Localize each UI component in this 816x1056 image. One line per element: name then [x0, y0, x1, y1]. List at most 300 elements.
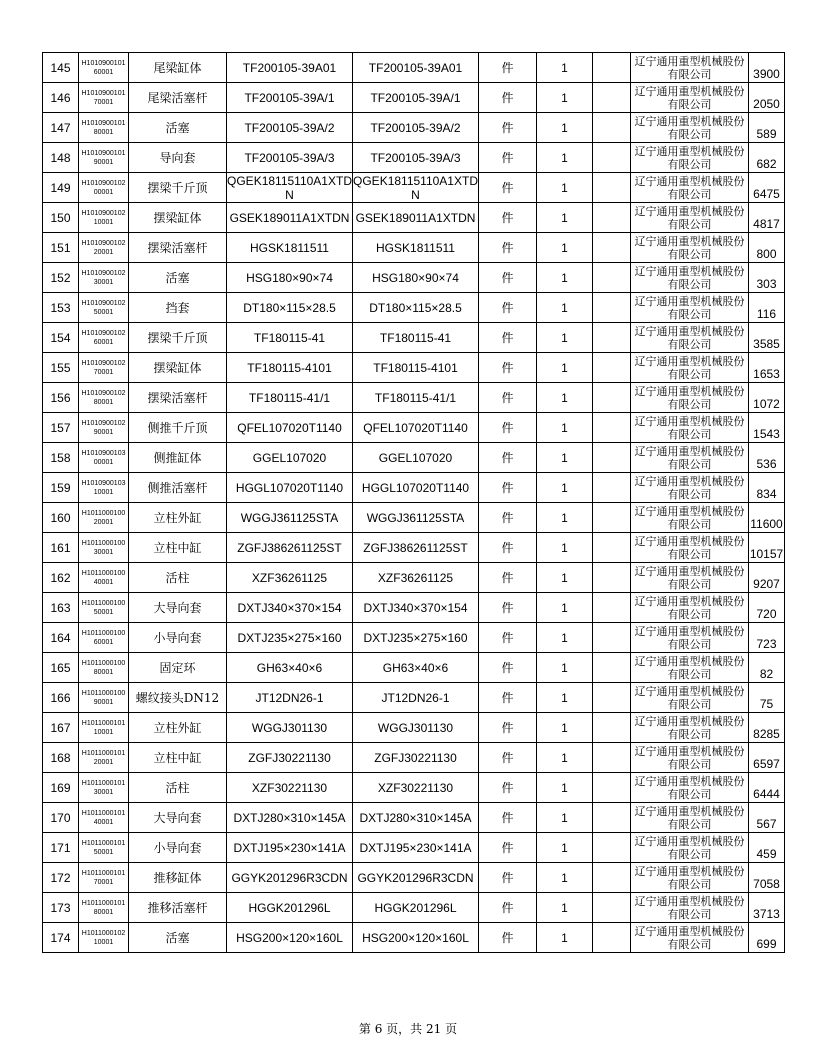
drawing-number-cell: DXTJ195×230×141A: [353, 833, 479, 863]
table-row: [43, 533, 785, 563]
row-number-cell: 157: [43, 413, 79, 443]
drawing-number-cell: GGYK201296R3CDN: [353, 863, 479, 893]
quantity-cell: 1: [537, 503, 593, 533]
part-name-cell: 推移缸体: [129, 863, 227, 893]
part-name-cell: 摆梁活塞杆: [129, 233, 227, 263]
price-cell: 303: [749, 263, 785, 293]
unit-cell: 件: [479, 503, 537, 533]
quantity-cell: 1: [537, 833, 593, 863]
row-number-cell: 148: [43, 143, 79, 173]
material-code-cell: H101090010250001: [79, 293, 129, 323]
manufacturer-cell: 辽宁通用重型机械股份有限公司: [631, 443, 749, 473]
remark-cell: [593, 653, 631, 683]
page-number-footer: 第 6 页，共 21 页: [358, 1022, 458, 1036]
part-name-cell: 尾梁活塞杆: [129, 83, 227, 113]
table-row: [43, 713, 785, 743]
quantity-cell: 1: [537, 893, 593, 923]
row-number-cell: 152: [43, 263, 79, 293]
drawing-number-cell: TF200105-39A/2: [353, 113, 479, 143]
material-code-cell: H101090010310001: [79, 473, 129, 503]
row-number-cell: 162: [43, 563, 79, 593]
manufacturer-cell: 辽宁通用重型机械股份有限公司: [631, 893, 749, 923]
price-cell: 11600: [749, 503, 785, 533]
remark-cell: [593, 803, 631, 833]
remark-cell: [593, 83, 631, 113]
quantity-cell: 1: [537, 653, 593, 683]
table-row: [43, 593, 785, 623]
part-name-cell: 小导向套: [129, 623, 227, 653]
drawing-number-cell: JT12DN26-1: [353, 683, 479, 713]
table-row: [43, 653, 785, 683]
material-code-cell: H101100010090001: [79, 683, 129, 713]
row-number-cell: 163: [43, 593, 79, 623]
spec-model-cell: GH63×40×6: [227, 653, 353, 683]
manufacturer-cell: 辽宁通用重型机械股份有限公司: [631, 413, 749, 443]
unit-cell: 件: [479, 293, 537, 323]
manufacturer-cell: 辽宁通用重型机械股份有限公司: [631, 833, 749, 863]
material-code-cell: H101090010190001: [79, 143, 129, 173]
unit-cell: 件: [479, 323, 537, 353]
remark-cell: [593, 743, 631, 773]
table-row: [43, 443, 785, 473]
price-cell: 82: [749, 653, 785, 683]
price-cell: 10157: [749, 533, 785, 563]
drawing-number-cell: ZGFJ30221130: [353, 743, 479, 773]
material-code-cell: H101090010260001: [79, 323, 129, 353]
quantity-cell: 1: [537, 923, 593, 953]
spec-model-cell: XZF30221130: [227, 773, 353, 803]
unit-cell: 件: [479, 383, 537, 413]
material-code-cell: H101100010150001: [79, 833, 129, 863]
spec-model-cell: ZGFJ386261125ST: [227, 533, 353, 563]
price-cell: 1543: [749, 413, 785, 443]
price-cell: 3900: [749, 53, 785, 83]
manufacturer-cell: 辽宁通用重型机械股份有限公司: [631, 863, 749, 893]
table-row: [43, 233, 785, 263]
drawing-number-cell: DT180×115×28.5: [353, 293, 479, 323]
quantity-cell: 1: [537, 683, 593, 713]
unit-cell: 件: [479, 443, 537, 473]
remark-cell: [593, 323, 631, 353]
row-number-cell: 171: [43, 833, 79, 863]
table-row: [43, 833, 785, 863]
unit-cell: 件: [479, 203, 537, 233]
remark-cell: [593, 593, 631, 623]
table-row: [43, 923, 785, 953]
manufacturer-cell: 辽宁通用重型机械股份有限公司: [631, 623, 749, 653]
part-name-cell: 摆梁活塞杆: [129, 383, 227, 413]
remark-cell: [593, 893, 631, 923]
remark-cell: [593, 683, 631, 713]
drawing-number-cell: HGGL107020T1140: [353, 473, 479, 503]
price-cell: 6444: [749, 773, 785, 803]
part-name-cell: 大导向套: [129, 803, 227, 833]
drawing-number-cell: TF180115-41: [353, 323, 479, 353]
table-row: [43, 323, 785, 353]
manufacturer-cell: 辽宁通用重型机械股份有限公司: [631, 353, 749, 383]
row-number-cell: 147: [43, 113, 79, 143]
table-body: [43, 53, 785, 953]
material-code-cell: H101090010280001: [79, 383, 129, 413]
drawing-number-cell: HSG200×120×160L: [353, 923, 479, 953]
unit-cell: 件: [479, 863, 537, 893]
table-row: [43, 863, 785, 893]
unit-cell: 件: [479, 263, 537, 293]
quantity-cell: 1: [537, 473, 593, 503]
unit-cell: 件: [479, 53, 537, 83]
quantity-cell: 1: [537, 713, 593, 743]
quantity-cell: 1: [537, 623, 593, 653]
price-cell: 723: [749, 623, 785, 653]
quantity-cell: 1: [537, 143, 593, 173]
quantity-cell: 1: [537, 353, 593, 383]
quantity-cell: 1: [537, 593, 593, 623]
part-name-cell: 立柱外缸: [129, 713, 227, 743]
price-cell: 3713: [749, 893, 785, 923]
manufacturer-cell: 辽宁通用重型机械股份有限公司: [631, 473, 749, 503]
manufacturer-cell: 辽宁通用重型机械股份有限公司: [631, 803, 749, 833]
part-name-cell: 小导向套: [129, 833, 227, 863]
material-code-cell: H101100010040001: [79, 563, 129, 593]
material-code-cell: H101090010290001: [79, 413, 129, 443]
remark-cell: [593, 173, 631, 203]
table-row: [43, 413, 785, 443]
quantity-cell: 1: [537, 293, 593, 323]
drawing-number-cell: QGEK18115110A1XTDN: [353, 173, 478, 202]
price-cell: 699: [749, 923, 785, 953]
drawing-number-cell: DXTJ340×370×154: [353, 593, 479, 623]
price-cell: 8285: [749, 713, 785, 743]
table-row: [43, 113, 785, 143]
unit-cell: 件: [479, 563, 537, 593]
unit-cell: 件: [479, 143, 537, 173]
manufacturer-cell: 辽宁通用重型机械股份有限公司: [631, 293, 749, 323]
manufacturer-cell: 辽宁通用重型机械股份有限公司: [631, 233, 749, 263]
price-cell: 720: [749, 593, 785, 623]
drawing-number-cell: WGGJ301130: [353, 713, 479, 743]
unit-cell: 件: [479, 653, 537, 683]
manufacturer-cell: 辽宁通用重型机械股份有限公司: [631, 53, 749, 83]
part-name-cell: 侧推千斤顶: [129, 413, 227, 443]
spec-model-cell: DT180×115×28.5: [227, 293, 353, 323]
spec-model-cell: ZGFJ30221130: [227, 743, 353, 773]
drawing-number-cell: TF200105-39A01: [353, 53, 479, 83]
unit-cell: 件: [479, 743, 537, 773]
row-number-cell: 169: [43, 773, 79, 803]
spec-model-cell: JT12DN26-1: [227, 683, 353, 713]
drawing-number-cell: TF180115-41/1: [353, 383, 479, 413]
price-cell: 682: [749, 143, 785, 173]
price-cell: 6597: [749, 743, 785, 773]
spec-model-cell: TF200105-39A/3: [227, 143, 353, 173]
spec-model-cell: HSG180×90×74: [227, 263, 353, 293]
drawing-number-cell: WGGJ361125STA: [353, 503, 479, 533]
price-cell: 1072: [749, 383, 785, 413]
table-row: [43, 173, 785, 203]
price-cell: 800: [749, 233, 785, 263]
table-row: [43, 473, 785, 503]
table-row: [43, 773, 785, 803]
row-number-cell: 173: [43, 893, 79, 923]
part-name-cell: 大导向套: [129, 593, 227, 623]
manufacturer-cell: 辽宁通用重型机械股份有限公司: [631, 653, 749, 683]
remark-cell: [593, 53, 631, 83]
row-number-cell: 170: [43, 803, 79, 833]
drawing-number-cell: XZF30221130: [353, 773, 479, 803]
row-number-cell: 156: [43, 383, 79, 413]
unit-cell: 件: [479, 773, 537, 803]
material-code-cell: H101100010130001: [79, 773, 129, 803]
manufacturer-cell: 辽宁通用重型机械股份有限公司: [631, 593, 749, 623]
remark-cell: [593, 473, 631, 503]
quantity-cell: 1: [537, 743, 593, 773]
drawing-number-cell: HGSK1811511: [353, 233, 479, 263]
unit-cell: 件: [479, 353, 537, 383]
unit-cell: 件: [479, 923, 537, 953]
table-row: [43, 203, 785, 233]
manufacturer-cell: 辽宁通用重型机械股份有限公司: [631, 143, 749, 173]
remark-cell: [593, 503, 631, 533]
row-number-cell: 166: [43, 683, 79, 713]
remark-cell: [593, 233, 631, 263]
material-code-cell: H101090010200001: [79, 173, 129, 203]
row-number-cell: 145: [43, 53, 79, 83]
material-code-cell: H101090010210001: [79, 203, 129, 233]
material-code-cell: H101100010050001: [79, 593, 129, 623]
unit-cell: 件: [479, 83, 537, 113]
drawing-number-cell: TF200105-39A/1: [353, 83, 479, 113]
part-name-cell: 固定环: [129, 653, 227, 683]
price-cell: 2050: [749, 83, 785, 113]
row-number-cell: 155: [43, 353, 79, 383]
row-number-cell: 149: [43, 173, 79, 203]
part-name-cell: 挡套: [129, 293, 227, 323]
part-name-cell: 活塞: [129, 923, 227, 953]
manufacturer-cell: 辽宁通用重型机械股份有限公司: [631, 713, 749, 743]
material-code-cell: H101100010210001: [79, 923, 129, 953]
spec-model-cell: DXTJ195×230×141A: [227, 833, 353, 863]
spec-model-cell: TF180115-41: [227, 323, 353, 353]
price-cell: 567: [749, 803, 785, 833]
price-cell: 834: [749, 473, 785, 503]
part-name-cell: 活塞: [129, 263, 227, 293]
row-number-cell: 167: [43, 713, 79, 743]
row-number-cell: 164: [43, 623, 79, 653]
material-code-cell: H101090010180001: [79, 113, 129, 143]
part-name-cell: 摆梁缸体: [129, 203, 227, 233]
unit-cell: 件: [479, 833, 537, 863]
remark-cell: [593, 773, 631, 803]
part-name-cell: 侧推缸体: [129, 443, 227, 473]
spec-model-cell: QFEL107020T1140: [227, 413, 353, 443]
drawing-number-cell: DXTJ280×310×145A: [353, 803, 479, 833]
unit-cell: 件: [479, 683, 537, 713]
manufacturer-cell: 辽宁通用重型机械股份有限公司: [631, 323, 749, 353]
spec-model-cell: TF180115-41/1: [227, 383, 353, 413]
remark-cell: [593, 413, 631, 443]
material-code-cell: H101090010160001: [79, 53, 129, 83]
part-name-cell: 侧推活塞杆: [129, 473, 227, 503]
manufacturer-cell: 辽宁通用重型机械股份有限公司: [631, 503, 749, 533]
manufacturer-cell: 辽宁通用重型机械股份有限公司: [631, 173, 749, 203]
price-cell: 589: [749, 113, 785, 143]
row-number-cell: 161: [43, 533, 79, 563]
material-code-cell: H101100010060001: [79, 623, 129, 653]
drawing-number-cell: GSEK189011A1XTDN: [353, 203, 479, 233]
unit-cell: 件: [479, 113, 537, 143]
spec-model-cell: WGGJ361125STA: [227, 503, 353, 533]
price-cell: 116: [749, 293, 785, 323]
quantity-cell: 1: [537, 53, 593, 83]
manufacturer-cell: 辽宁通用重型机械股份有限公司: [631, 533, 749, 563]
material-code-cell: H101100010030001: [79, 533, 129, 563]
spec-model-cell: HGGL107020T1140: [227, 473, 353, 503]
quantity-cell: 1: [537, 803, 593, 833]
manufacturer-cell: 辽宁通用重型机械股份有限公司: [631, 113, 749, 143]
drawing-number-cell: HGGK201296L: [353, 893, 479, 923]
row-number-cell: 168: [43, 743, 79, 773]
table-row: [43, 383, 785, 413]
table-row: [43, 803, 785, 833]
unit-cell: 件: [479, 533, 537, 563]
unit-cell: 件: [479, 623, 537, 653]
spec-model-cell: GGYK201296R3CDN: [227, 863, 353, 893]
table-row: [43, 83, 785, 113]
material-code-cell: H101090010270001: [79, 353, 129, 383]
price-cell: 9207: [749, 563, 785, 593]
material-code-cell: H101100010080001: [79, 653, 129, 683]
remark-cell: [593, 563, 631, 593]
table-row: [43, 263, 785, 293]
spec-model-cell: TF200105-39A/1: [227, 83, 353, 113]
table-row: [43, 563, 785, 593]
drawing-number-cell: ZGFJ386261125ST: [353, 533, 479, 563]
unit-cell: 件: [479, 893, 537, 923]
part-name-cell: 推移活塞杆: [129, 893, 227, 923]
spec-model-cell: HGSK1811511: [227, 233, 353, 263]
spec-model-cell: QGEK18115110A1XTDN: [227, 173, 352, 202]
remark-cell: [593, 713, 631, 743]
row-number-cell: 172: [43, 863, 79, 893]
drawing-number-cell: GH63×40×6: [353, 653, 479, 683]
spec-model-cell: TF200105-39A/2: [227, 113, 353, 143]
manufacturer-cell: 辽宁通用重型机械股份有限公司: [631, 203, 749, 233]
row-number-cell: 150: [43, 203, 79, 233]
spec-model-cell: TF200105-39A01: [227, 53, 353, 83]
material-code-cell: H101100010020001: [79, 503, 129, 533]
quantity-cell: 1: [537, 533, 593, 563]
manufacturer-cell: 辽宁通用重型机械股份有限公司: [631, 383, 749, 413]
unit-cell: 件: [479, 413, 537, 443]
spec-model-cell: XZF36261125: [227, 563, 353, 593]
part-name-cell: 摆梁千斤顶: [129, 323, 227, 353]
row-number-cell: 165: [43, 653, 79, 683]
spec-model-cell: GGEL107020: [227, 443, 353, 473]
manufacturer-cell: 辽宁通用重型机械股份有限公司: [631, 563, 749, 593]
quantity-cell: 1: [537, 173, 593, 203]
quantity-cell: 1: [537, 323, 593, 353]
spec-model-cell: DXTJ340×370×154: [227, 593, 353, 623]
part-name-cell: 摆梁缸体: [129, 353, 227, 383]
remark-cell: [593, 383, 631, 413]
drawing-number-cell: HSG180×90×74: [353, 263, 479, 293]
material-code-cell: H101100010140001: [79, 803, 129, 833]
price-cell: 1653: [749, 353, 785, 383]
row-number-cell: 158: [43, 443, 79, 473]
spec-model-cell: GSEK189011A1XTDN: [227, 203, 353, 233]
table-row: [43, 683, 785, 713]
remark-cell: [593, 143, 631, 173]
drawing-number-cell: QFEL107020T1140: [353, 413, 479, 443]
price-cell: 6475: [749, 173, 785, 203]
manufacturer-cell: 辽宁通用重型机械股份有限公司: [631, 683, 749, 713]
remark-cell: [593, 353, 631, 383]
quantity-cell: 1: [537, 773, 593, 803]
drawing-number-cell: GGEL107020: [353, 443, 479, 473]
drawing-number-cell: XZF36261125: [353, 563, 479, 593]
table-row: [43, 293, 785, 323]
part-name-cell: 摆梁千斤顶: [129, 173, 227, 203]
remark-cell: [593, 623, 631, 653]
manufacturer-cell: 辽宁通用重型机械股份有限公司: [631, 923, 749, 953]
quantity-cell: 1: [537, 263, 593, 293]
quantity-cell: 1: [537, 233, 593, 263]
unit-cell: 件: [479, 173, 537, 203]
drawing-number-cell: DXTJ235×275×160: [353, 623, 479, 653]
quantity-cell: 1: [537, 113, 593, 143]
quantity-cell: 1: [537, 863, 593, 893]
row-number-cell: 174: [43, 923, 79, 953]
spec-model-cell: DXTJ280×310×145A: [227, 803, 353, 833]
remark-cell: [593, 203, 631, 233]
spec-model-cell: WGGJ301130: [227, 713, 353, 743]
row-number-cell: 154: [43, 323, 79, 353]
quantity-cell: 1: [537, 413, 593, 443]
quantity-cell: 1: [537, 203, 593, 233]
table-row: [43, 893, 785, 923]
table-row: [43, 53, 785, 83]
price-cell: 4817: [749, 203, 785, 233]
row-number-cell: 151: [43, 233, 79, 263]
manufacturer-cell: 辽宁通用重型机械股份有限公司: [631, 263, 749, 293]
unit-cell: 件: [479, 803, 537, 833]
manufacturer-cell: 辽宁通用重型机械股份有限公司: [631, 773, 749, 803]
unit-cell: 件: [479, 713, 537, 743]
drawing-number-cell: TF200105-39A/3: [353, 143, 479, 173]
quantity-cell: 1: [537, 383, 593, 413]
material-code-cell: H101100010180001: [79, 893, 129, 923]
part-name-cell: 立柱中缸: [129, 743, 227, 773]
row-number-cell: 160: [43, 503, 79, 533]
spec-model-cell: HSG200×120×160L: [227, 923, 353, 953]
part-name-cell: 活柱: [129, 773, 227, 803]
part-name-cell: 尾梁缸体: [129, 53, 227, 83]
remark-cell: [593, 443, 631, 473]
material-code-cell: H101100010110001: [79, 713, 129, 743]
row-number-cell: 146: [43, 83, 79, 113]
row-number-cell: 159: [43, 473, 79, 503]
remark-cell: [593, 833, 631, 863]
unit-cell: 件: [479, 473, 537, 503]
part-name-cell: 立柱外缸: [129, 503, 227, 533]
material-code-cell: H101100010120001: [79, 743, 129, 773]
table-row: [43, 743, 785, 773]
unit-cell: 件: [479, 233, 537, 263]
remark-cell: [593, 293, 631, 323]
table-row: [43, 353, 785, 383]
table-row: [43, 143, 785, 173]
remark-cell: [593, 263, 631, 293]
